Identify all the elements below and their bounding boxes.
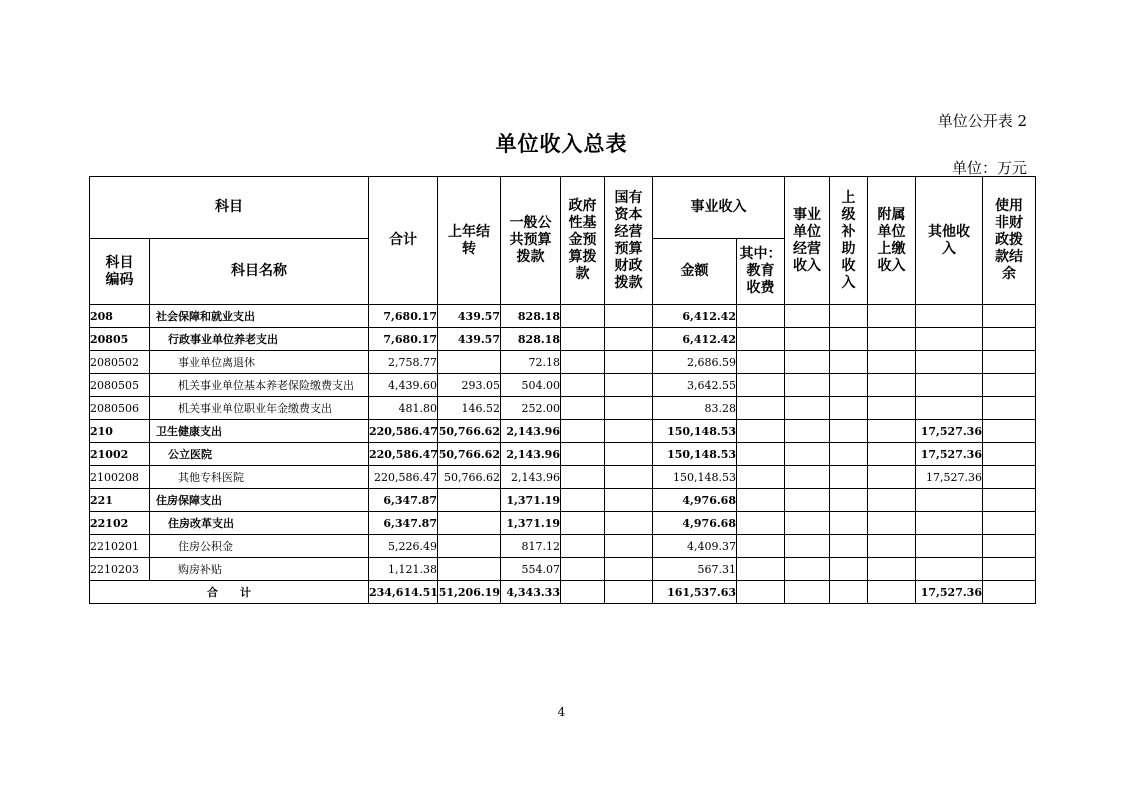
- business-amount-cell: 150,148.53: [653, 466, 737, 489]
- totals-row: [90, 581, 1036, 604]
- business-edu-cell: [737, 489, 785, 512]
- affiliated-income-cell: [868, 351, 916, 374]
- header-business-amount: 金额: [653, 239, 737, 305]
- subject-name-cell: 购房补贴: [150, 558, 369, 581]
- business-amount-cell: 567.31: [653, 558, 737, 581]
- carryover-cell: [438, 489, 501, 512]
- subject-name-cell: 住房公积金: [150, 535, 369, 558]
- subject-code-cell: 221: [90, 489, 150, 512]
- total-cell: 2,758.77: [369, 351, 438, 374]
- subject-code-cell: 208: [90, 305, 150, 328]
- table-row: [90, 351, 1036, 374]
- state-capital-cell: [605, 535, 653, 558]
- totals-business-edu-cell: [737, 581, 785, 604]
- state-capital-cell: [605, 328, 653, 351]
- subject-name-cell: 公立医院: [150, 443, 369, 466]
- general-budget-cell: 252.00: [501, 397, 561, 420]
- state-capital-cell: [605, 443, 653, 466]
- other-income-cell: 17,527.36: [916, 466, 983, 489]
- subject-name-cell: 卫生健康支出: [150, 420, 369, 443]
- affiliated-income-cell: [868, 558, 916, 581]
- nonfiscal-balance-cell: [983, 512, 1036, 535]
- unit-label: 单位：万元: [951, 159, 1027, 177]
- subject-name-cell: 机关事业单位基本养老保险缴费支出: [150, 374, 369, 397]
- business-amount-cell: 6,412.42: [653, 328, 737, 351]
- totals-nonfiscal-balance-cell: [983, 581, 1036, 604]
- other-income-cell: [916, 374, 983, 397]
- nonfiscal-balance-cell: [983, 489, 1036, 512]
- total-cell: 220,586.47: [369, 420, 438, 443]
- business-amount-cell: 4,409.37: [653, 535, 737, 558]
- superior-subsidy-cell: [830, 466, 868, 489]
- gov-fund-cell: [561, 535, 605, 558]
- header-general-budget: 一般公 共预算 拨款: [501, 177, 561, 305]
- business-edu-cell: [737, 305, 785, 328]
- totals-affiliated-income-cell: [868, 581, 916, 604]
- table-row: [90, 535, 1036, 558]
- table-body: [90, 305, 1036, 604]
- header-state-capital: 国有 资本 经营 预算 财政 拨款: [605, 177, 653, 305]
- totals-state-capital-cell: [605, 581, 653, 604]
- general-budget-cell: 1,371.19: [501, 512, 561, 535]
- page-number: 4: [557, 705, 566, 719]
- nonfiscal-balance-cell: [983, 420, 1036, 443]
- affiliated-income-cell: [868, 397, 916, 420]
- subject-name-cell: 行政事业单位养老支出: [150, 328, 369, 351]
- nonfiscal-balance-cell: [983, 397, 1036, 420]
- carryover-cell: 50,766.62: [438, 420, 501, 443]
- other-income-cell: [916, 489, 983, 512]
- business-edu-cell: [737, 351, 785, 374]
- superior-subsidy-cell: [830, 351, 868, 374]
- operating-income-cell: [785, 397, 830, 420]
- operating-income-cell: [785, 489, 830, 512]
- carryover-cell: 50,766.62: [438, 466, 501, 489]
- affiliated-income-cell: [868, 535, 916, 558]
- subject-code-cell: 21002: [90, 443, 150, 466]
- affiliated-income-cell: [868, 420, 916, 443]
- header-superior-subsidy: 上 级 补 助 收 入: [830, 177, 868, 305]
- table-row: [90, 305, 1036, 328]
- gov-fund-cell: [561, 374, 605, 397]
- nonfiscal-balance-cell: [983, 535, 1036, 558]
- nonfiscal-balance-cell: [983, 305, 1036, 328]
- header-subject: 科目: [90, 177, 369, 239]
- carryover-cell: 146.52: [438, 397, 501, 420]
- general-budget-cell: 72.18: [501, 351, 561, 374]
- business-amount-cell: 83.28: [653, 397, 737, 420]
- table-row: [90, 512, 1036, 535]
- operating-income-cell: [785, 374, 830, 397]
- superior-subsidy-cell: [830, 558, 868, 581]
- totals-other-income-cell: 17,527.36: [916, 581, 983, 604]
- superior-subsidy-cell: [830, 535, 868, 558]
- header-business-edu: 其中： 教育 收费: [737, 239, 785, 305]
- affiliated-income-cell: [868, 443, 916, 466]
- subject-name-cell: 其他专科医院: [150, 466, 369, 489]
- subject-code-cell: 2210203: [90, 558, 150, 581]
- carryover-cell: [438, 512, 501, 535]
- subject-code-cell: 2080506: [90, 397, 150, 420]
- table-row: [90, 420, 1036, 443]
- totals-general-budget-cell: 4,343.33: [501, 581, 561, 604]
- operating-income-cell: [785, 305, 830, 328]
- total-cell: 6,347.87: [369, 512, 438, 535]
- business-edu-cell: [737, 558, 785, 581]
- nonfiscal-balance-cell: [983, 374, 1036, 397]
- business-edu-cell: [737, 443, 785, 466]
- carryover-cell: 439.57: [438, 328, 501, 351]
- state-capital-cell: [605, 374, 653, 397]
- business-amount-cell: 6,412.42: [653, 305, 737, 328]
- header-subject-code: 科目 编码: [90, 239, 150, 305]
- business-amount-cell: 150,148.53: [653, 420, 737, 443]
- business-amount-cell: 2,686.59: [653, 351, 737, 374]
- page-title: 单位收入总表: [495, 131, 628, 156]
- other-income-cell: [916, 328, 983, 351]
- business-amount-cell: 150,148.53: [653, 443, 737, 466]
- carryover-cell: 439.57: [438, 305, 501, 328]
- operating-income-cell: [785, 535, 830, 558]
- general-budget-cell: 2,143.96: [501, 443, 561, 466]
- other-income-cell: [916, 351, 983, 374]
- nonfiscal-balance-cell: [983, 443, 1036, 466]
- header-carryover: 上年结 转: [438, 177, 501, 305]
- total-cell: 7,680.17: [369, 328, 438, 351]
- business-edu-cell: [737, 512, 785, 535]
- operating-income-cell: [785, 420, 830, 443]
- gov-fund-cell: [561, 512, 605, 535]
- subject-code-cell: 210: [90, 420, 150, 443]
- other-income-cell: [916, 512, 983, 535]
- subject-code-cell: 2080502: [90, 351, 150, 374]
- totals-label: 合 计: [90, 581, 369, 604]
- general-budget-cell: 2,143.96: [501, 420, 561, 443]
- header-operating-income: 事业 单位 经营 收入: [785, 177, 830, 305]
- state-capital-cell: [605, 512, 653, 535]
- business-edu-cell: [737, 374, 785, 397]
- gov-fund-cell: [561, 558, 605, 581]
- superior-subsidy-cell: [830, 328, 868, 351]
- subject-code-cell: 20805: [90, 328, 150, 351]
- operating-income-cell: [785, 558, 830, 581]
- carryover-cell: [438, 535, 501, 558]
- business-amount-cell: 4,976.68: [653, 512, 737, 535]
- operating-income-cell: [785, 443, 830, 466]
- general-budget-cell: 554.07: [501, 558, 561, 581]
- state-capital-cell: [605, 420, 653, 443]
- subject-name-cell: 机关事业单位职业年金缴费支出: [150, 397, 369, 420]
- business-amount-cell: 3,642.55: [653, 374, 737, 397]
- affiliated-income-cell: [868, 466, 916, 489]
- nonfiscal-balance-cell: [983, 466, 1036, 489]
- table-row: [90, 443, 1036, 466]
- total-cell: 220,586.47: [369, 466, 438, 489]
- carryover-cell: [438, 351, 501, 374]
- gov-fund-cell: [561, 443, 605, 466]
- total-cell: 6,347.87: [369, 489, 438, 512]
- nonfiscal-balance-cell: [983, 328, 1036, 351]
- carryover-cell: [438, 558, 501, 581]
- gov-fund-cell: [561, 351, 605, 374]
- state-capital-cell: [605, 351, 653, 374]
- totals-operating-income-cell: [785, 581, 830, 604]
- business-amount-cell: 4,976.68: [653, 489, 737, 512]
- table-row: [90, 489, 1036, 512]
- superior-subsidy-cell: [830, 305, 868, 328]
- state-capital-cell: [605, 466, 653, 489]
- subject-name-cell: 事业单位离退休: [150, 351, 369, 374]
- superior-subsidy-cell: [830, 512, 868, 535]
- gov-fund-cell: [561, 466, 605, 489]
- carryover-cell: 293.05: [438, 374, 501, 397]
- other-income-cell: 17,527.36: [916, 420, 983, 443]
- affiliated-income-cell: [868, 489, 916, 512]
- gov-fund-cell: [561, 420, 605, 443]
- nonfiscal-balance-cell: [983, 351, 1036, 374]
- total-cell: 220,586.47: [369, 443, 438, 466]
- total-cell: 7,680.17: [369, 305, 438, 328]
- affiliated-income-cell: [868, 512, 916, 535]
- other-income-cell: [916, 535, 983, 558]
- general-budget-cell: 817.12: [501, 535, 561, 558]
- affiliated-income-cell: [868, 305, 916, 328]
- other-income-cell: 17,527.36: [916, 443, 983, 466]
- state-capital-cell: [605, 305, 653, 328]
- general-budget-cell: 1,371.19: [501, 489, 561, 512]
- operating-income-cell: [785, 351, 830, 374]
- superior-subsidy-cell: [830, 397, 868, 420]
- business-edu-cell: [737, 397, 785, 420]
- subject-code-cell: 2080505: [90, 374, 150, 397]
- general-budget-cell: 828.18: [501, 305, 561, 328]
- header-subject-name: 科目名称: [150, 239, 369, 305]
- operating-income-cell: [785, 328, 830, 351]
- table-row: [90, 374, 1036, 397]
- table-row: [90, 466, 1036, 489]
- totals-total-cell: 234,614.51: [369, 581, 438, 604]
- superior-subsidy-cell: [830, 443, 868, 466]
- totals-superior-subsidy-cell: [830, 581, 868, 604]
- subject-name-cell: 住房保障支出: [150, 489, 369, 512]
- business-edu-cell: [737, 535, 785, 558]
- affiliated-income-cell: [868, 374, 916, 397]
- subject-code-cell: 22102: [90, 512, 150, 535]
- other-income-cell: [916, 558, 983, 581]
- subject-code-cell: 2210201: [90, 535, 150, 558]
- table-row: [90, 558, 1036, 581]
- carryover-cell: 50,766.62: [438, 443, 501, 466]
- totals-carryover-cell: 51,206.19: [438, 581, 501, 604]
- gov-fund-cell: [561, 397, 605, 420]
- total-cell: 5,226.49: [369, 535, 438, 558]
- other-income-cell: [916, 397, 983, 420]
- totals-gov-fund-cell: [561, 581, 605, 604]
- business-edu-cell: [737, 466, 785, 489]
- header-nonfiscal-balance: 使用 非财 政拨 款结 余: [983, 177, 1036, 305]
- header-affiliated-income: 附属 单位 上缴 收入: [868, 177, 916, 305]
- operating-income-cell: [785, 466, 830, 489]
- affiliated-income-cell: [868, 328, 916, 351]
- state-capital-cell: [605, 489, 653, 512]
- header-business-income: 事业收入: [653, 177, 785, 239]
- total-cell: 1,121.38: [369, 558, 438, 581]
- state-capital-cell: [605, 397, 653, 420]
- income-summary-table: [89, 176, 1036, 604]
- superior-subsidy-cell: [830, 374, 868, 397]
- general-budget-cell: 828.18: [501, 328, 561, 351]
- business-edu-cell: [737, 420, 785, 443]
- other-income-cell: [916, 305, 983, 328]
- state-capital-cell: [605, 558, 653, 581]
- subject-name-cell: 住房改革支出: [150, 512, 369, 535]
- subject-code-cell: 2100208: [90, 466, 150, 489]
- totals-business-amount-cell: 161,537.63: [653, 581, 737, 604]
- gov-fund-cell: [561, 489, 605, 512]
- header-gov-fund: 政府 性基 金预 算拨 款: [561, 177, 605, 305]
- business-edu-cell: [737, 328, 785, 351]
- table-row: [90, 328, 1036, 351]
- header-total: 合计: [369, 177, 438, 305]
- operating-income-cell: [785, 512, 830, 535]
- subject-name-cell: 社会保障和就业支出: [150, 305, 369, 328]
- gov-fund-cell: [561, 305, 605, 328]
- superior-subsidy-cell: [830, 420, 868, 443]
- header-other-income: 其他收 入: [916, 177, 983, 305]
- total-cell: 4,439.60: [369, 374, 438, 397]
- total-cell: 481.80: [369, 397, 438, 420]
- gov-fund-cell: [561, 328, 605, 351]
- table-row: [90, 397, 1036, 420]
- superior-subsidy-cell: [830, 489, 868, 512]
- general-budget-cell: 504.00: [501, 374, 561, 397]
- nonfiscal-balance-cell: [983, 558, 1036, 581]
- general-budget-cell: 2,143.96: [501, 466, 561, 489]
- form-number: 单位公开表 2: [937, 112, 1027, 130]
